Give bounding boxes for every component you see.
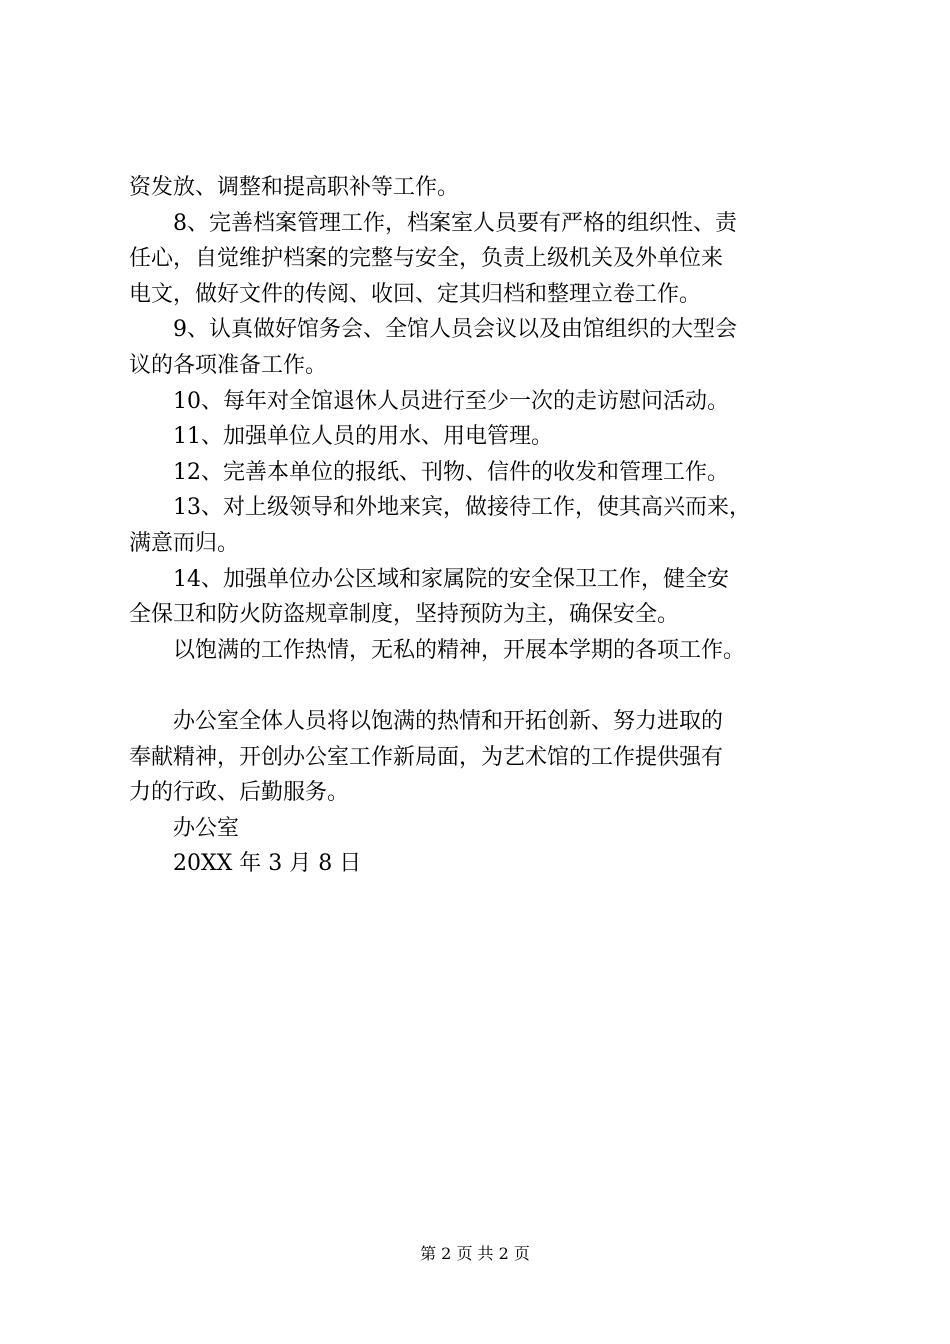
page-footer (0, 1242, 950, 1266)
text-line: 以饱满的工作热情，无私的精神，开展本学期的各项工作。 (173, 637, 746, 663)
text-line: 满意而归。 (129, 530, 240, 556)
blank-line (129, 668, 849, 704)
signature-date: 20XX 年 3 月 8 日 (173, 851, 362, 877)
text-line: 力的行政、后勤服务。 (129, 780, 350, 806)
text-line: 办公室全体人员将以饱满的热情和开拓创新、努力进取的 (173, 708, 724, 734)
document-body (129, 170, 849, 882)
text-line: 全保卫和防火防盗规章制度，坚持预防为主，确保安全。 (129, 602, 680, 628)
text-line: 12、完善本单位的报纸、刊物、信件的收发和管理工作。 (173, 459, 729, 485)
text-line: 奉献精神，开创办公室工作新局面，为艺术馆的工作提供强有 (129, 744, 724, 770)
text-line: 10、每年对全馆退休人员进行至少一次的走访慰问活动。 (173, 388, 729, 414)
text-line: 8、完善档案管理工作，档案室人员要有严格的组织性、责 (173, 210, 737, 236)
text-line: 14、加强单位办公区域和家属院的安全保卫工作，健全安 (173, 566, 729, 592)
text-line: 9、认真做好馆务会、全馆人员会议以及由馆组织的大型会 (173, 317, 737, 343)
text-line: 议的各项准备工作。 (129, 352, 328, 378)
text-line: 13、对上级领导和外地来宾，做接待工作，使其高兴而来， (173, 495, 751, 521)
signature-office: 办公室 (173, 815, 240, 841)
page-number: 第 2 页 共 2 页 (420, 1244, 530, 1263)
text-line: 资发放、调整和提高职补等工作。 (129, 175, 460, 200)
text-line: 任心，自觉维护档案的完整与安全，负责上级机关及外单位来 (129, 246, 724, 272)
text-line: 11、加强单位人员的用水、用电管理。 (173, 424, 553, 450)
text-line: 电文，做好文件的传阅、收回、定其归档和整理立卷工作。 (129, 281, 702, 307)
